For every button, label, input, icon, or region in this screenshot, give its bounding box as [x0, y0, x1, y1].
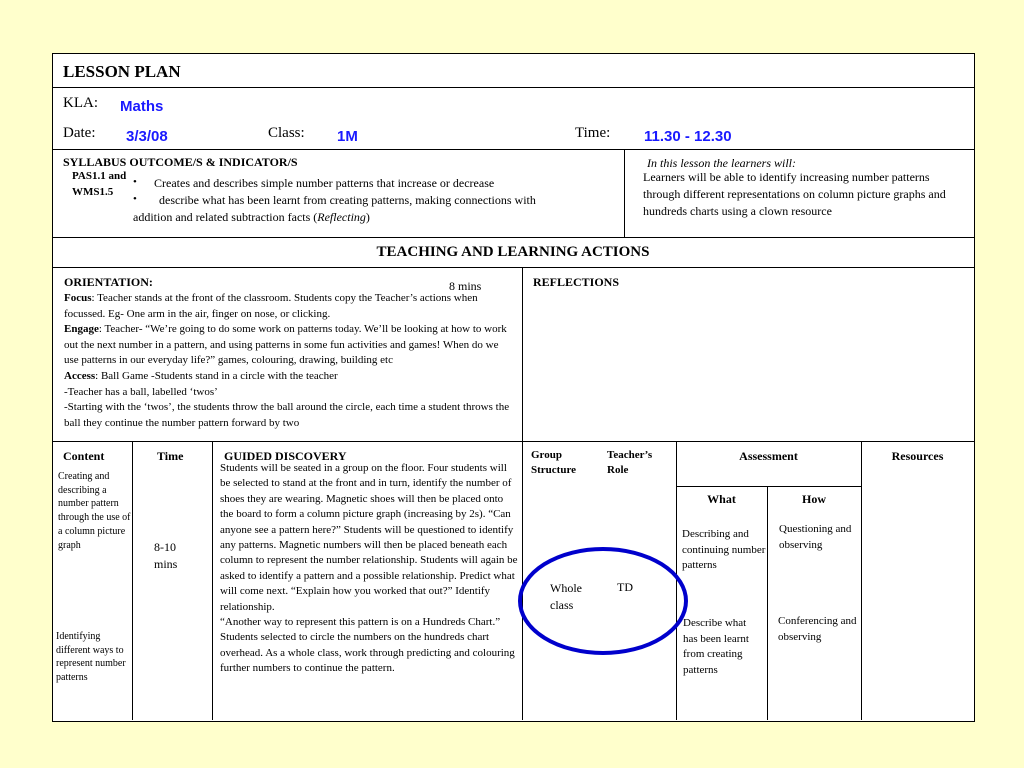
group-structure-value: Whole class: [550, 581, 582, 612]
how-item-2: Conferencing and observing: [778, 615, 857, 643]
bullet-icon: •: [133, 176, 137, 188]
divider-orientation: [52, 441, 974, 442]
what-header: What: [707, 492, 736, 506]
access-paragraph: [64, 369, 514, 385]
indicator-1: Creates and describes simple number patterns that increase or decrease: [154, 176, 495, 190]
focus-label: Focus: [64, 292, 92, 304]
content-item-1: Creating and describing a number pattern through the use of a column picture graph: [58, 471, 131, 551]
content-header: Content: [63, 449, 105, 463]
divider-syllabus-col: [624, 149, 625, 237]
indicator-2-emphasis: Reflecting: [317, 210, 366, 224]
teacher-role-header: Teacher’s Role: [607, 449, 653, 476]
access-text: : Ball Game -Students stand in a circle with the teacher: [95, 369, 338, 382]
content-item-2: Identifying different ways to represent number patterns: [56, 631, 126, 684]
page-title: LESSON PLAN: [63, 62, 181, 81]
syllabus-codes-1: PAS1.1 and: [72, 170, 127, 182]
focus-paragraph: [64, 291, 514, 322]
indicator-2-close: ): [365, 210, 370, 224]
divider-resources-col: [861, 441, 862, 720]
class-label: Class:: [268, 125, 305, 141]
learners-text: Learners will be able to identify increasing number patterns through different representations on column picture graphs and hundreds charts using a clown resource: [643, 170, 946, 218]
time-header: Time: [157, 449, 184, 463]
divider-title: [52, 87, 974, 88]
orientation-duration: 8 mins: [449, 279, 482, 293]
divider-syllabus: [52, 237, 974, 238]
highlight-ellipse: [520, 549, 686, 653]
how-item-1: Questioning and observing: [779, 523, 852, 551]
engage-paragraph: [64, 322, 514, 369]
assessment-header: Assessment: [739, 449, 798, 463]
kla-label: KLA:: [63, 95, 98, 111]
teacher-role-value: TD: [617, 580, 633, 594]
date-label: Date:: [63, 125, 96, 141]
orientation-body: [64, 291, 514, 441]
what-item-1: Describing and continuing number patterns: [682, 528, 766, 571]
start-line: -Starting with the ‘twos’, the students throw the ball around the circle, each time a student throws the ball they continue the number pattern forward by two: [64, 401, 510, 429]
group-header: Group Structure: [531, 449, 577, 476]
indicator-2-text: addition and related subtraction facts (: [133, 210, 318, 224]
focus-text: : Teacher stands at the front of the classroom. Students copy the Teacher’s actions when focussed. Eg- One arm in the air, finger on nose, or clicking.: [64, 292, 478, 320]
divider-teaching: [52, 267, 974, 268]
teaching-heading: TEACHING AND LEARNING ACTIONS: [376, 244, 650, 260]
time-value-cell: 8-10 mins: [154, 540, 178, 571]
access-label: Access: [64, 369, 96, 382]
reflections-heading: REFLECTIONS: [533, 275, 620, 289]
highlight-circle: [512, 545, 694, 657]
resources-header: Resources: [891, 449, 944, 463]
engage-label: Engage: [64, 323, 99, 336]
what-item-2: Describe what has been learnt from creating patterns: [683, 617, 749, 676]
bullet-icon: •: [133, 193, 137, 205]
divider-header: [52, 149, 974, 150]
indicator-2-line-2: [133, 210, 370, 225]
how-header: How: [802, 492, 826, 506]
syllabus-heading: SYLLABUS OUTCOME/S & INDICATOR/S: [63, 155, 298, 169]
learners-heading: In this lesson the learners will:: [647, 156, 796, 170]
divider-time-col: [212, 441, 213, 720]
engage-text: : Teacher- “We’re going to do some work on patterns today. We’ll be looking at how to work out the next number in a pattern, and using patterns in some fun activities and games! When do we use patterns in our everyday life?” games, colouring, drawing, building etc: [64, 323, 507, 367]
guided-header: GUIDED DISCOVERY: [224, 449, 347, 463]
time-value: 11.30 - 12.30: [644, 128, 732, 145]
syllabus-codes-2: WMS1.5: [72, 186, 114, 198]
indicator-2-line-1: describe what has been learnt from creating patterns, making connections with: [159, 193, 536, 207]
ball-line: -Teacher has a ball, labelled ‘twos’: [64, 385, 218, 398]
divider-assessment: [676, 486, 861, 487]
time-label: Time:: [575, 125, 611, 141]
class-value: 1M: [337, 128, 358, 145]
date-value: 3/3/08: [126, 128, 168, 145]
guided-discovery-text: Students will be seated in a group on the floor. Four students will be selected to stand at the front and in turn, identify the number of shoes they are wearing. Magnetic shoes will then be placed onto the board to form a column picture graph (increasing by 2s). “Can anyone see a pattern here?” Students will be questioned to identify any patterns. Magnetic numbers will then be placed beneath each column to represent the number relationship. Students will again be asked to identify a pattern and a possible relationship. Predict what will come next. “Explain how you worked that out?” Identify relationship. “Another way to represent this pattern is on a Hundreds Chart.” Students selected to circle the numbers on the hundreds chart overhead. As a whole class, work through predicting and colouring further numbers to continue the pattern.: [220, 462, 518, 675]
divider-assessment-mid: [767, 486, 768, 720]
orientation-heading: ORIENTATION:: [64, 275, 153, 289]
kla-value: Maths: [120, 98, 164, 115]
